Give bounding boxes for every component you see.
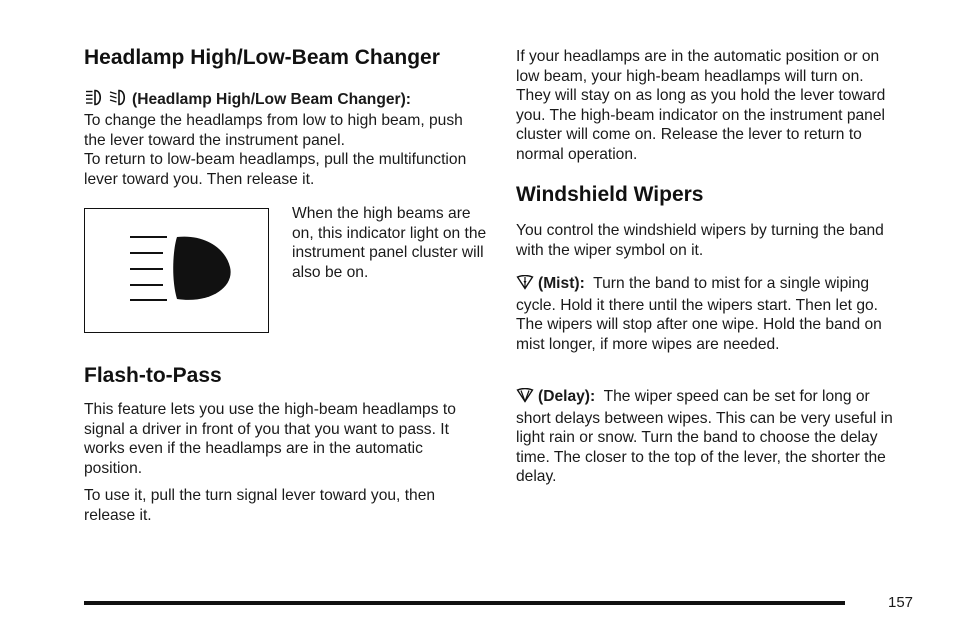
mist-paragraph: [516, 274, 901, 354]
delay-paragraph: [516, 387, 906, 487]
delay-text: The wiper speed can be set for long or short delays between wipes. This can be very useful in light rain or snow. Turn the band to choose the delay time. The closer to the top of the lever, the shorter the delay.: [516, 388, 893, 486]
svg-text:▾: ▾: [523, 279, 527, 287]
flash-to-pass-heading: Flash-to-Pass: [84, 364, 222, 387]
flash-paragraph-2: To use it, pull the turn signal lever toward you, then release it.: [84, 487, 436, 524]
wipers-paragraph: You control the windshield wipers by turning the band with the wiper symbol on it.: [516, 222, 884, 259]
windshield-wipers-heading: Windshield Wipers: [516, 183, 704, 206]
delay-wiper-icon: [516, 388, 534, 409]
automatic-position-paragraph: If your headlamps are in the automatic position or on low beam, your high-beam headlamps will turn on. They will stay on as long as you hold the lever toward you. The high-beam indicator on the instrument panel cluster will come on. Release the lever to return to normal operation.: [516, 48, 886, 163]
headlamp-paragraph-1: To change the headlamps from low to high beam, push the lever toward the instrument panel.: [84, 112, 463, 149]
indicator-paragraph: When the high beams are on, this indicator light on the instrument panel cluster will also be on.: [292, 205, 487, 281]
low-beam-icon: [108, 89, 128, 112]
page-number: 157: [888, 594, 914, 611]
headlamp-heading: Headlamp High/Low-Beam Changer: [84, 46, 440, 69]
high-beam-indicator-icon: [85, 209, 267, 331]
headlamp-label: (Headlamp High/Low Beam Changer):: [132, 91, 411, 108]
headlamp-label-line: [84, 89, 484, 112]
high-beam-icon: [84, 89, 104, 112]
high-beam-indicator-figure: [84, 208, 269, 333]
mist-text: Turn the band to mist for a single wiping cycle. Hold it there until the wipers start. Then let go. The wipers will stop after one wipe. Hold the band on mist longer, if more wipes are needed.: [516, 275, 882, 353]
mist-label: (Mist):: [538, 275, 585, 292]
mist-wiper-icon: [516, 275, 534, 296]
flash-paragraph-1: This feature lets you use the high-beam headlamps to signal a driver in front of you that you want to pass. It works even if the headlamps are in the automatic position.: [84, 401, 456, 477]
headlamp-paragraph-2: To return to low-beam headlamps, pull the multifunction lever toward you. Then release it.: [84, 151, 467, 188]
delay-label: (Delay):: [538, 388, 596, 405]
footer-rule: [84, 601, 845, 605]
